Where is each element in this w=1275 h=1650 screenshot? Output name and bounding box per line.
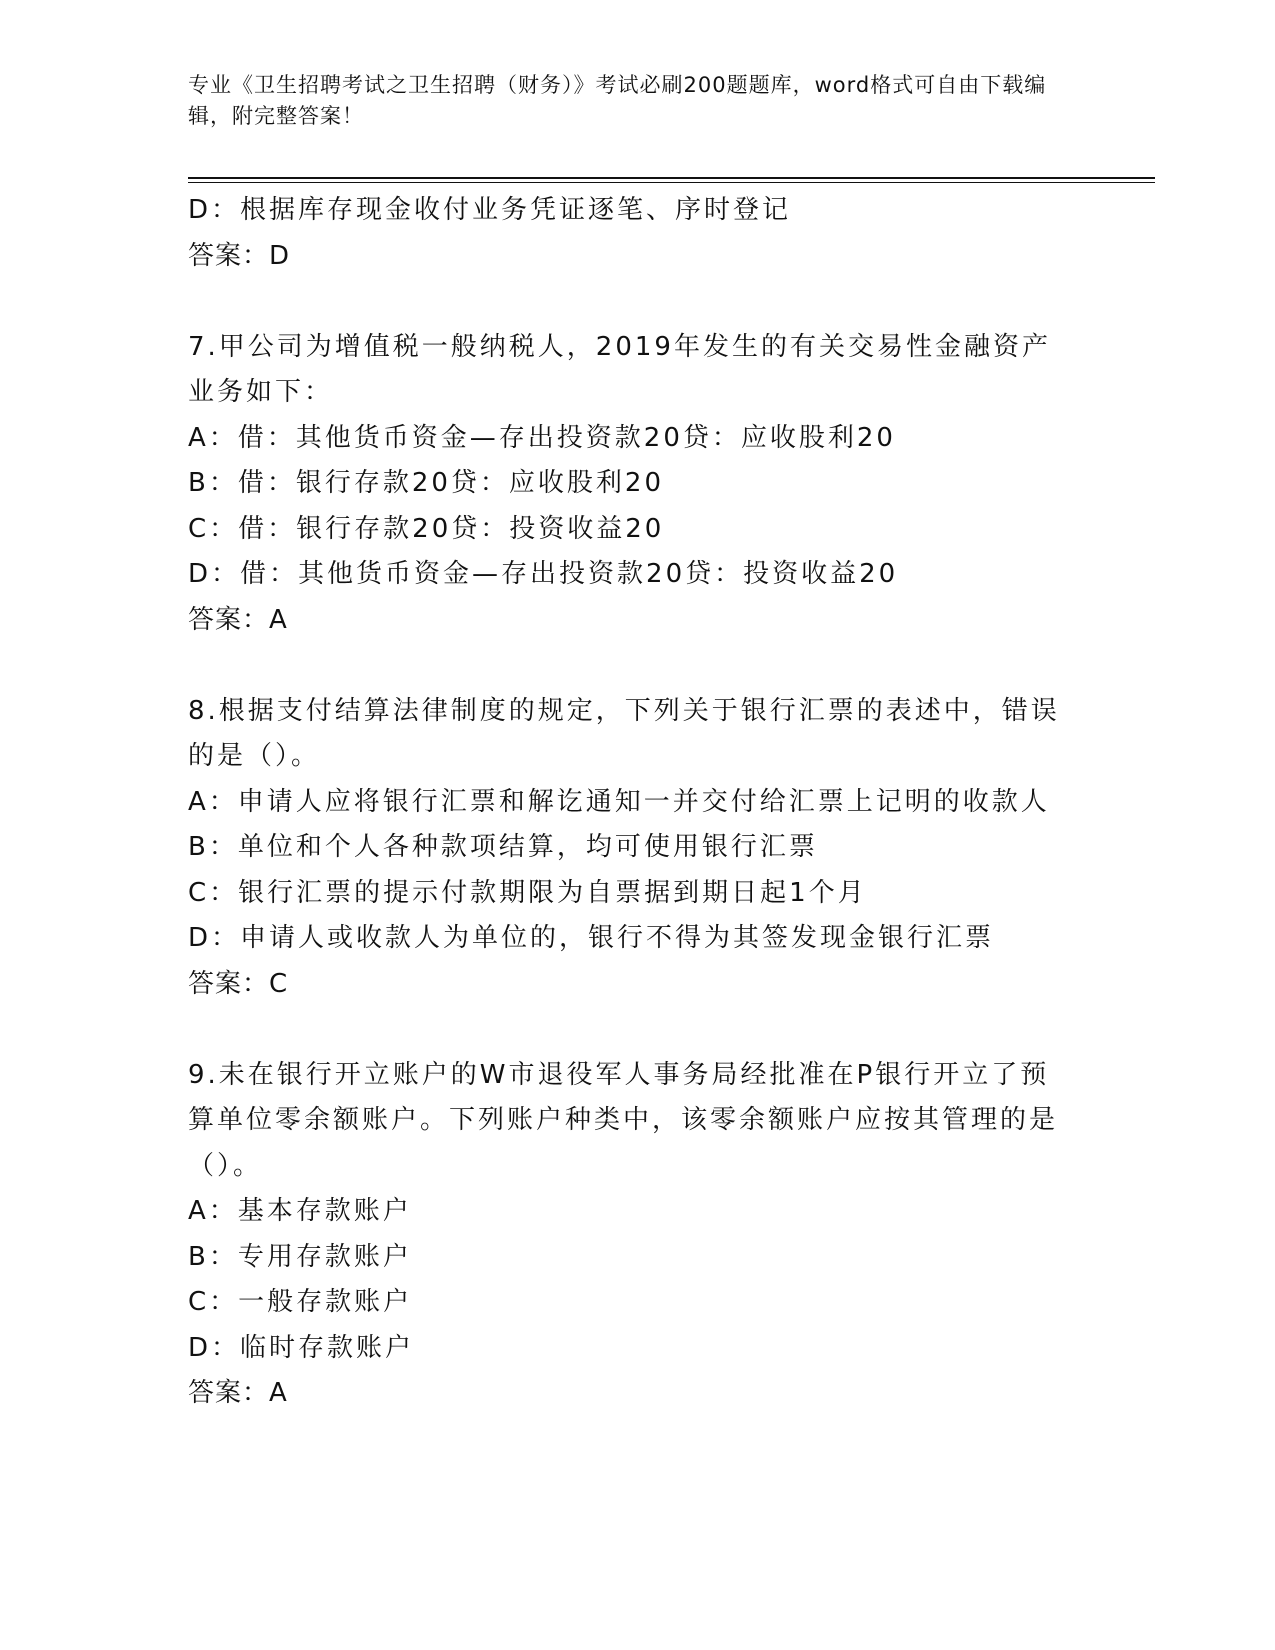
question-stem: 8.根据支付结算法律制度的规定，下列关于银行汇票的表述中，错误的是（）。	[188, 695, 1060, 771]
option-b: B：专用存款账户	[188, 1241, 412, 1272]
page-header: 专业《卫生招聘考试之卫生招聘（财务）》考试必刷200题题库，word格式可自由下载编辑，附完整答案！	[188, 73, 1047, 128]
option-d: D：申请人或收款人为单位的，银行不得为其签发现金银行汇票	[188, 923, 995, 953]
question-stem: 9.未在银行开立账户的W市退役军人事务局经批准在P银行开立了预算单位零余额账户。下列账户种类中，该零余额账户应按其管理的是（）。	[188, 1059, 1059, 1181]
question-9	[188, 1053, 1068, 1417]
option-d: D：借：其他货币资金—存出投资款20贷：投资收益20	[188, 559, 899, 589]
header-rule-thick	[188, 177, 1155, 179]
option-d: D：临时存款账户	[188, 1332, 415, 1363]
header-rule-thin	[188, 182, 1155, 183]
option-b: B：单位和个人各种款项结算，均可使用银行汇票	[188, 832, 818, 862]
option-a: A：借：其他货币资金—存出投资款20贷：应收股利20	[188, 422, 896, 453]
option-a: A：基本存款账户	[188, 1196, 412, 1226]
option-c: C：一般存款账户	[188, 1287, 413, 1317]
answer: 答案：C	[188, 968, 289, 999]
option-d: D：根据库存现金收付业务凭证逐笔、序时登记	[188, 195, 792, 225]
question-8	[188, 689, 1068, 1008]
spacer	[188, 1007, 1068, 1053]
option-c: C：借：银行存款20贷：投资收益20	[188, 513, 665, 544]
spacer	[188, 643, 1068, 689]
document-body	[188, 188, 1068, 1417]
question-stem: 7.甲公司为增值税一般纳税人，2019年发生的有关交易性金融资产业务如下：	[188, 331, 1051, 407]
answer: 答案：D	[188, 240, 291, 271]
option-a: A：申请人应将银行汇票和解讫通知一并交付给汇票上记明的收款人	[188, 786, 1050, 817]
option-c: C：银行汇票的提示付款期限为自票据到期日起1个月	[188, 877, 867, 908]
option-b: B：借：银行存款20贷：应收股利20	[188, 468, 665, 498]
question-7	[188, 325, 1068, 644]
spacer	[188, 279, 1068, 325]
answer: 答案：A	[188, 1378, 288, 1408]
answer: 答案：A	[188, 604, 288, 635]
